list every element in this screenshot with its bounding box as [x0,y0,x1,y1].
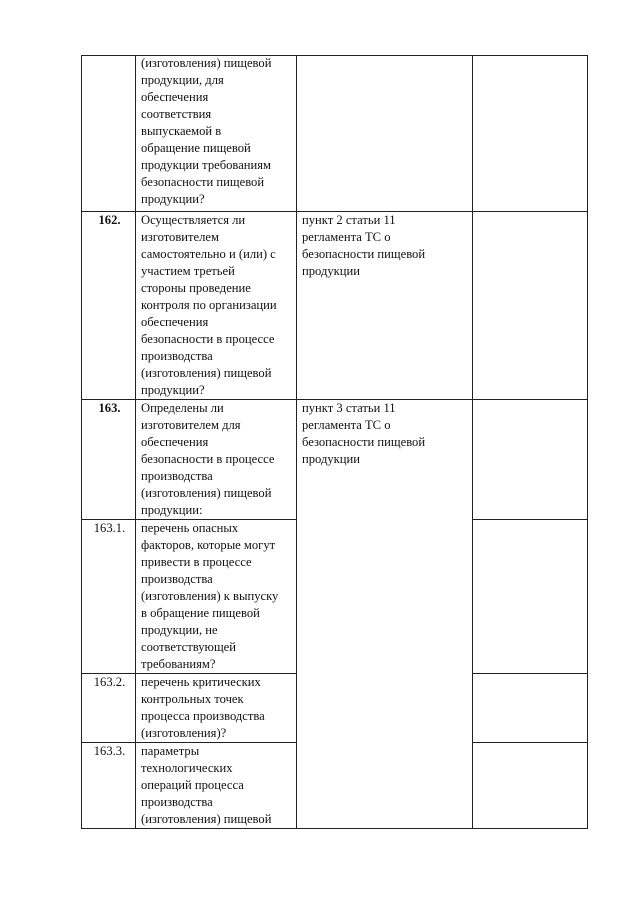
answer-cell [473,212,588,400]
reference-cell [297,56,473,212]
reference-cell [297,400,473,829]
question-text: параметры технологических операций процесса производства (изготовления) пищевой [141,744,272,826]
item-number-cell [82,56,136,212]
question-text: перечень критических контрольных точек процесса производства (изготовления)? [141,675,265,740]
item-number-cell [82,400,136,520]
question-text: Осуществляется ли изготовителем самостоятельно и (или) с участием третьей стороны проведение контроля по организации обеспечения безопасности в процессе производства (изготовления) пищевой продукции? [141,213,277,397]
answer-cell [473,743,588,829]
table-row [82,212,588,400]
table-row [82,400,588,520]
reference-text: пункт 3 статьи 11 регламента ТС о безопасности пищевой продукции [302,401,426,466]
answer-cell [473,400,588,520]
answer-cell [473,520,588,674]
question-cell [136,743,297,829]
question-cell [136,212,297,400]
checklist-table [81,55,588,829]
item-number: 163.2. [93,675,126,689]
item-number: 163.3. [93,744,126,758]
question-cell [136,674,297,743]
item-number: 163. [98,401,121,415]
item-number-cell [82,674,136,743]
reference-text: пункт 2 статьи 11 регламента ТС о безопасности пищевой продукции [302,213,426,278]
question-cell [136,56,297,212]
question-text: перечень опасных факторов, которые могут привести в процессе производства (изготовления) к выпуску в обращение пищевой продукции, не соответствующей требованиям? [141,521,279,671]
question-text: Определены ли изготовителем для обеспечения безопасности в процессе производства (изготовления) пищевой продукции: [141,401,275,517]
item-number: 163.1. [93,521,126,535]
answer-cell [473,56,588,212]
question-cell [136,520,297,674]
question-text: (изготовления) пищевой продукции, для обеспечения соответствия выпускаемой в обращение пищевой продукции требованиям безопасности пищевой продукции? [141,56,272,206]
item-number-cell [82,520,136,674]
question-cell [136,400,297,520]
table-row [82,56,588,212]
answer-cell [473,674,588,743]
item-number-cell [82,743,136,829]
item-number: 162. [98,213,121,227]
reference-cell [297,212,473,400]
item-number-cell [82,212,136,400]
